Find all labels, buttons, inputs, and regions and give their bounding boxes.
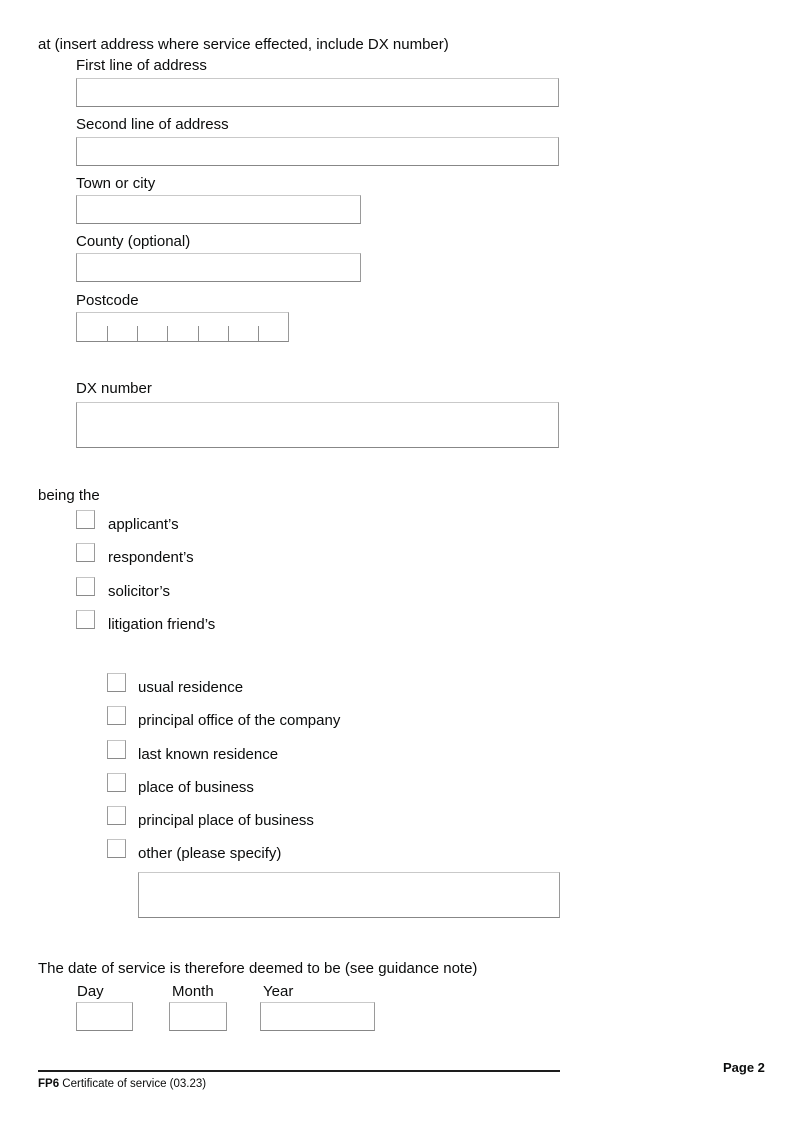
postcode-separator bbox=[137, 326, 138, 341]
checkbox-row-applicants bbox=[76, 510, 179, 533]
solicitors-label: solicitor’s bbox=[108, 583, 170, 600]
second-line-of-address-input[interactable] bbox=[76, 137, 559, 166]
year-label: Year bbox=[263, 983, 294, 1000]
other-label: other (please specify) bbox=[138, 845, 282, 862]
checkbox-row-usual-residence bbox=[107, 673, 243, 696]
respondents-label: respondent’s bbox=[108, 549, 194, 566]
second-line-of-address-label: Second line of address bbox=[76, 116, 229, 133]
other-specify-input[interactable] bbox=[138, 872, 560, 918]
last-known-residence-label: last known residence bbox=[138, 746, 279, 763]
day-label: Day bbox=[77, 983, 104, 1000]
dx-number-input[interactable] bbox=[76, 402, 559, 448]
principal-office-label: principal office of the company bbox=[138, 712, 341, 729]
page-number: Page 2 bbox=[723, 1060, 765, 1075]
year-input[interactable] bbox=[260, 1002, 375, 1031]
month-input[interactable] bbox=[169, 1002, 227, 1031]
respondents-checkbox[interactable] bbox=[76, 543, 95, 562]
first-line-of-address-input[interactable] bbox=[76, 78, 559, 107]
first-line-of-address-label: First line of address bbox=[76, 57, 207, 74]
checkbox-row-other bbox=[107, 839, 281, 862]
postcode-separator bbox=[107, 326, 108, 341]
town-or-city-input[interactable] bbox=[76, 195, 361, 224]
form-id: FP6 bbox=[38, 1078, 60, 1090]
being-the-label: being the bbox=[38, 487, 100, 504]
principal-place-of-business-label: principal place of business bbox=[138, 812, 314, 829]
form-title: Certificate of service (03.23) bbox=[62, 1078, 207, 1090]
checkbox-row-principal-place-of-business bbox=[107, 806, 314, 829]
checkbox-row-principal-office bbox=[107, 706, 340, 729]
checkbox-row-litigation-friends bbox=[76, 610, 215, 633]
postcode-input[interactable] bbox=[76, 312, 289, 342]
postcode-separator bbox=[198, 326, 199, 341]
checkbox-row-respondents bbox=[76, 543, 194, 566]
last-known-residence-checkbox[interactable] bbox=[107, 740, 126, 759]
month-label: Month bbox=[172, 983, 214, 1000]
litigation-friends-label: litigation friend’s bbox=[108, 616, 216, 633]
intro-text: at (insert address where service effected, include DX number) bbox=[38, 36, 449, 53]
litigation-friends-checkbox[interactable] bbox=[76, 610, 95, 629]
principal-office-checkbox[interactable] bbox=[107, 706, 126, 725]
footer-divider bbox=[38, 1070, 560, 1072]
place-of-business-checkbox[interactable] bbox=[107, 773, 126, 792]
dx-number-label: DX number bbox=[76, 380, 152, 397]
place-of-business-label: place of business bbox=[138, 779, 254, 796]
usual-residence-label: usual residence bbox=[138, 679, 244, 696]
checkbox-row-place-of-business bbox=[107, 773, 254, 796]
county-input[interactable] bbox=[76, 253, 361, 282]
date-of-service-sentence: The date of service is therefore deemed to be (see guidance note) bbox=[38, 960, 478, 977]
day-input[interactable] bbox=[76, 1002, 133, 1031]
solicitors-checkbox[interactable] bbox=[76, 577, 95, 596]
checkbox-row-solicitors bbox=[76, 577, 170, 600]
postcode-separator bbox=[228, 326, 229, 341]
other-checkbox[interactable] bbox=[107, 839, 126, 858]
county-label: County (optional) bbox=[76, 233, 191, 250]
applicants-label: applicant’s bbox=[108, 516, 179, 533]
usual-residence-checkbox[interactable] bbox=[107, 673, 126, 692]
applicants-checkbox[interactable] bbox=[76, 510, 95, 529]
postcode-separator bbox=[258, 326, 259, 341]
checkbox-row-last-known-residence bbox=[107, 740, 278, 763]
town-or-city-label: Town or city bbox=[76, 175, 156, 192]
postcode-label: Postcode bbox=[76, 292, 139, 309]
footer-form-reference bbox=[38, 1078, 206, 1091]
principal-place-of-business-checkbox[interactable] bbox=[107, 806, 126, 825]
postcode-separator bbox=[167, 326, 168, 341]
